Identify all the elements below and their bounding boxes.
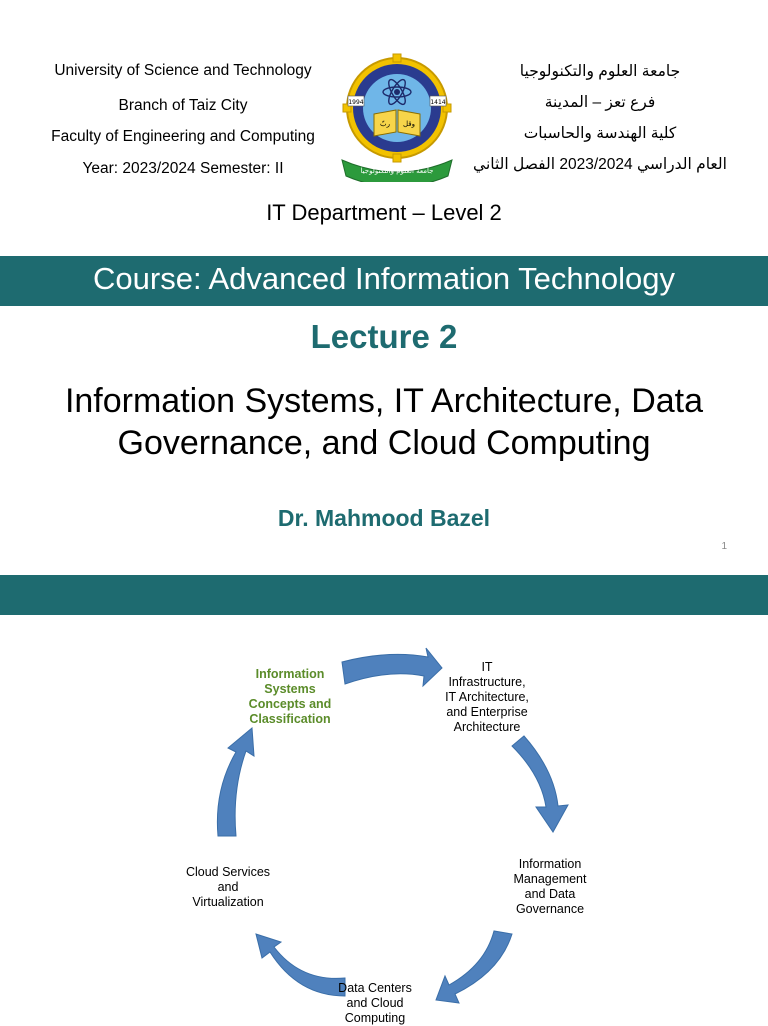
logo-year-right: 1414: [430, 99, 446, 106]
node-line: and: [217, 880, 239, 894]
node-line: Cloud Services: [185, 865, 271, 879]
arabic-year-semester: العام الدراسي 2023/2024 الفصل الثاني: [473, 156, 727, 173]
node-line: Information: [255, 667, 325, 681]
logo-ribbon-text: جامعة العلوم والتكنولوجيا: [360, 167, 434, 175]
university-logo: [338, 52, 456, 182]
node-line: Infrastructure,: [448, 675, 526, 689]
node-cloud-services: [168, 865, 288, 910]
node-information-management: [495, 857, 605, 917]
node-line: and Cloud: [346, 996, 404, 1010]
node-line: Management: [513, 872, 587, 886]
node-line: and Enterprise: [446, 705, 528, 719]
node-line: IT Architecture,: [445, 690, 529, 704]
node-line: Governance: [515, 902, 585, 916]
node-line: IT: [481, 660, 493, 674]
svg-text:وقل: وقل: [402, 120, 416, 128]
node-line: Classification: [249, 712, 331, 726]
cycle-arrow-top: [342, 648, 442, 686]
university-name: University of Science and Technology: [54, 62, 312, 79]
logo-year-left: 1994: [348, 99, 364, 106]
arabic-university-name: جامعة العلوم والتكنولوجيا: [519, 63, 681, 80]
node-line: Systems: [264, 682, 316, 696]
node-it-infrastructure: [432, 660, 542, 735]
arabic-branch-name: فرع تعز – المدينة: [544, 94, 656, 111]
department-level: IT Department – Level 2: [266, 200, 502, 225]
subtitle-line-2: Governance, and Cloud Computing: [117, 424, 651, 462]
cycle-arrow-bottom-right: [436, 931, 512, 1003]
node-line: and Data: [524, 887, 576, 901]
course-title-band: [0, 256, 768, 306]
cycle-arrow-right: [512, 736, 568, 832]
lecture-subtitle: [0, 380, 768, 464]
node-line: Concepts and: [248, 697, 332, 711]
branch-name: Branch of Taiz City: [118, 97, 248, 114]
logo-book-text: ربّ: [380, 120, 390, 128]
node-data-centers: [320, 981, 430, 1026]
node-information-systems: [235, 667, 345, 727]
node-line: Data Centers: [338, 981, 412, 995]
course-title: Course: Advanced Information Technology: [93, 261, 675, 296]
node-line: Information: [518, 857, 582, 871]
slide2-header-band: [0, 575, 768, 615]
author-name: Dr. Mahmood Bazel: [277, 505, 491, 531]
node-line: Architecture: [453, 720, 521, 734]
page-number: 1: [721, 541, 727, 552]
arabic-faculty-name: كلية الهندسة والحاسبات: [523, 125, 677, 142]
node-line: Virtualization: [192, 895, 264, 909]
node-line: Computing: [344, 1011, 406, 1025]
faculty-name: Faculty of Engineering and Computing: [51, 128, 315, 145]
cycle-diagram: [0, 615, 768, 1024]
lecture-number: Lecture 2: [310, 318, 458, 355]
subtitle-line-1: Information Systems, IT Architecture, Data: [64, 382, 704, 420]
cycle-arrow-left: [217, 728, 254, 836]
year-semester: Year: 2023/2024 Semester: II: [82, 160, 284, 177]
